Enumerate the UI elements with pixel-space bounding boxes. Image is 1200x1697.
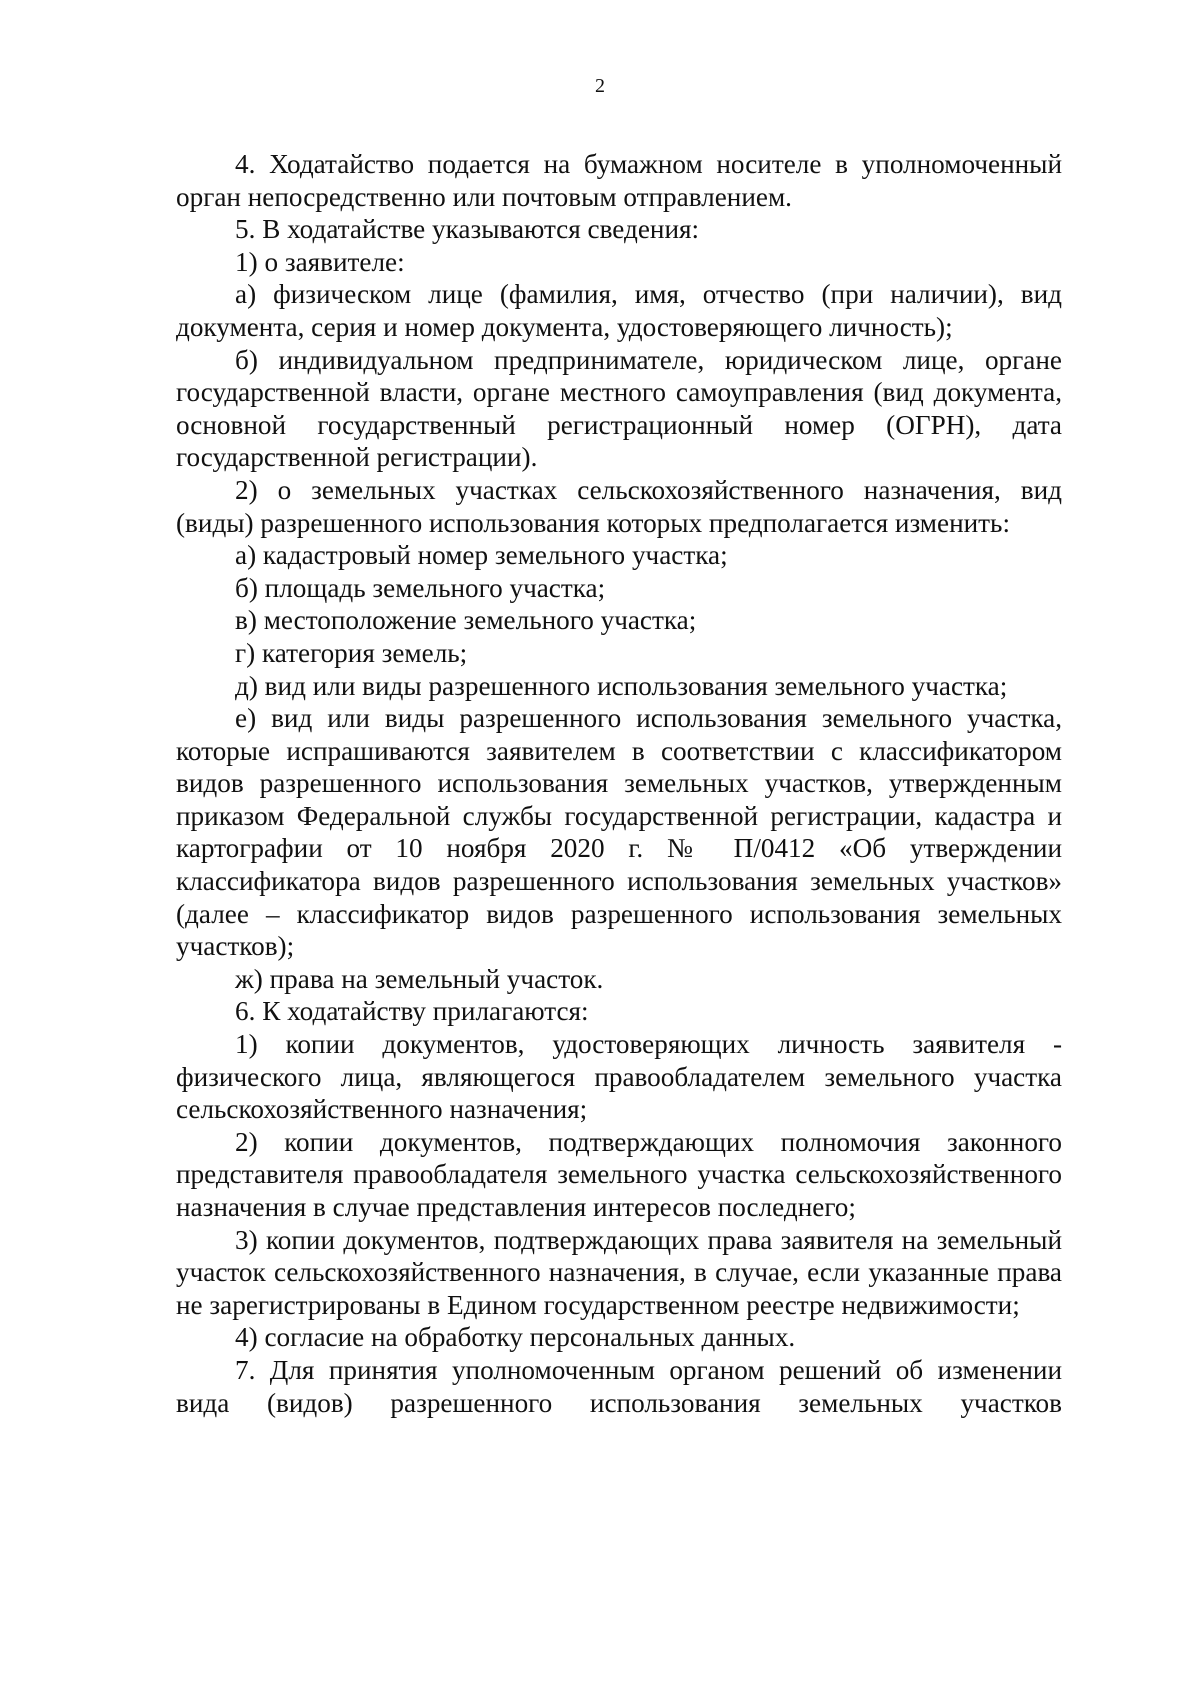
paragraph-6-3: 3) копии документов, подтверждающих права заявителя на земельный участок сельскохозяйственного назначения, в случае, если указанные права не зарегистрированы в Едином государственном реестре недвижимости; (176, 1224, 1062, 1320)
page-number: 2 (595, 75, 605, 97)
paragraph-7: 7. Для принятия уполномоченным органом решений об изменении вида (видов) разрешенного использования земельных участков (176, 1354, 1062, 1418)
paragraph-5: 5. В ходатайстве указываются сведения: (235, 214, 700, 245)
paragraph-6-1: 1) копии документов, удостоверяющих личность заявителя - физического лица, являющегося правообладателем земельного участка сельскохозяйственного назначения; (176, 1029, 1062, 1125)
paragraph-5-1-a: а) физическом лице (фамилия, имя, отчество (при наличии), вид документа, серия и номер документа, удостоверяющего личность); (176, 279, 1062, 342)
paragraph-6-2: 2) копии документов, подтверждающих полномочия законного представителя правообладателя земельного участка сельскохозяйственного назначения в случае представления интересов последнего; (176, 1126, 1062, 1222)
paragraph-5-1-b: б) индивидуальном предпринимателе, юридическом лице, органе государственной власти, органе местного самоуправления (вид документа, основной государственный регистрационный номер (ОГРН), дата государственной регистрации). (176, 344, 1062, 473)
paragraph-5-2-v: в) местоположение земельного участка; (235, 605, 697, 636)
paragraph-5-2-e: е) вид или виды разрешенного использования земельного участка, которые испрашиваются заявителем в соответствии с классификатором видов разрешенного использования земельных участков, утвержденным приказом Федеральной службы государственной регистрации, кадастра и картографии от 10 ноября 2020 г. № П/0412 «Об утверждении классификатора видов разрешенного использования земельных участков» (далее – классификатор видов разрешенного использования земельных участков); (176, 703, 1062, 962)
paragraph-5-2-d: д) вид или виды разрешенного использования земельного участка; (235, 670, 1008, 701)
paragraph-5-2-a: а) кадастровый номер земельного участка; (235, 540, 728, 571)
paragraph-5-2: 2) о земельных участках сельскохозяйственного назначения, вид (виды) разрешенного использования которых предполагается изменить: (176, 474, 1062, 538)
paragraph-4: 4. Ходатайство подается на бумажном носителе в уполномоченный орган непосредственно или почтовым отправлением. (176, 149, 1062, 212)
paragraph-5-2-zh: ж) права на земельный участок. (235, 963, 604, 994)
paragraph-6: 6. К ходатайству прилагаются: (235, 996, 589, 1027)
document-body (176, 148, 1062, 1419)
paragraph-6-4: 4) согласие на обработку персональных данных. (235, 1322, 796, 1353)
paragraph-5-1: 1) о заявителе: (235, 246, 405, 277)
paragraph-5-2-b: б) площадь земельного участка; (235, 572, 606, 603)
paragraph-5-2-g: г) категория земель; (235, 637, 468, 668)
